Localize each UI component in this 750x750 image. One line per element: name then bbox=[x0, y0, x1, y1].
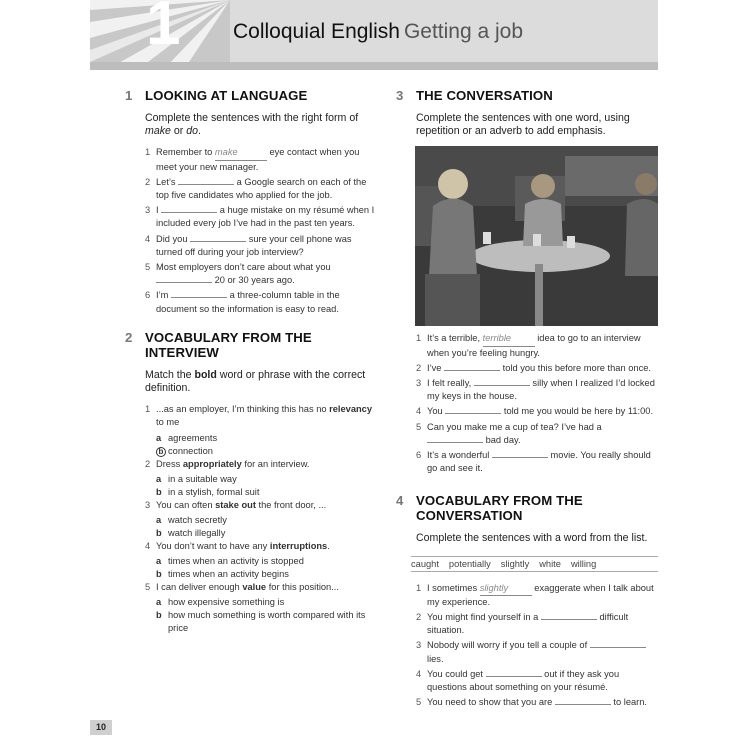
answer-option bbox=[156, 555, 380, 568]
exercise-item bbox=[145, 146, 380, 173]
item-number: 3 bbox=[145, 205, 151, 216]
item-text: I’m a three-column table in the document so the information is easy to read. bbox=[156, 290, 340, 314]
answer-option bbox=[156, 568, 380, 581]
item-text: It’s a wonderful movie. You really should go and see it. bbox=[427, 449, 651, 474]
exercise-item bbox=[145, 289, 380, 315]
exercise-item bbox=[416, 362, 658, 375]
answer-option bbox=[156, 445, 380, 458]
option-text: connection bbox=[168, 445, 213, 456]
item-text: Most employers don’t care about what you 20 or 30 years ago. bbox=[156, 261, 331, 286]
word-list-item: willing bbox=[570, 558, 597, 569]
option-letter: a bbox=[156, 556, 162, 567]
section-number: 1 bbox=[125, 88, 133, 103]
section-title: THE CONVERSATION bbox=[416, 88, 553, 103]
page-title bbox=[233, 20, 523, 44]
exercise-item bbox=[145, 261, 380, 287]
option-letter: b bbox=[156, 610, 162, 621]
item-number: 4 bbox=[145, 233, 151, 244]
section-looking-at-language bbox=[125, 88, 380, 316]
exercise-item bbox=[416, 449, 658, 475]
item-text: Nobody will worry if you tell a couple of lies. bbox=[427, 639, 658, 665]
answer-blank bbox=[555, 696, 611, 705]
option-text: watch secretly bbox=[168, 515, 227, 525]
item-number: 5 bbox=[145, 261, 151, 272]
answer-blank bbox=[541, 611, 597, 620]
section-instruction: Match the bold word or phrase with the correct definition. bbox=[145, 368, 366, 394]
bold-term: relevancy bbox=[329, 404, 373, 415]
answer-blank bbox=[178, 176, 234, 185]
exercise-item bbox=[416, 582, 658, 609]
item-number: 5 bbox=[416, 421, 422, 432]
item-number: 1 bbox=[145, 404, 151, 415]
item-text: Did you sure your cell phone was turned off during your job interview? bbox=[156, 233, 352, 257]
item-number: 2 bbox=[416, 611, 422, 622]
item-text: You can often stake out the front door, ... bbox=[156, 499, 327, 510]
example-answer: slightly bbox=[480, 582, 532, 596]
exercise-list bbox=[145, 403, 380, 635]
option-text: watch illegally bbox=[168, 528, 226, 539]
answer-option bbox=[156, 486, 380, 499]
item-text: ...as an employer, I’m thinking this has no relevancy to me bbox=[156, 404, 373, 428]
exercise-item bbox=[145, 540, 380, 553]
answer-blank bbox=[492, 449, 548, 458]
exercise-item bbox=[416, 377, 658, 403]
word-list bbox=[411, 556, 658, 572]
section-heading bbox=[396, 493, 658, 523]
item-number: 3 bbox=[416, 378, 422, 389]
exercise-item bbox=[416, 421, 658, 447]
item-text: I can deliver enough value for this position... bbox=[156, 582, 339, 593]
item-number: 3 bbox=[145, 499, 151, 510]
section-heading bbox=[396, 88, 658, 103]
exercise-list bbox=[416, 582, 658, 710]
item-text: I felt really, silly when I realized I’d locked my keys in the house. bbox=[427, 378, 655, 402]
item-text: Let’s a Google search on each of the top five candidates who applied for the job. bbox=[156, 176, 367, 201]
item-number: 3 bbox=[416, 640, 422, 651]
option-letter: a bbox=[156, 473, 162, 484]
word-list-item: slightly bbox=[500, 558, 530, 569]
answer-blank bbox=[444, 362, 500, 371]
bold-term: appropriately bbox=[182, 458, 242, 469]
item-text: I a huge mistake on my résumé when I included every job I’ve had in the past ten years. bbox=[156, 205, 375, 229]
left-column bbox=[125, 88, 380, 649]
section-number: 3 bbox=[396, 88, 404, 103]
answer-blank bbox=[171, 289, 227, 298]
option-text: agreements bbox=[168, 432, 218, 443]
section-number: 2 bbox=[125, 329, 133, 345]
section-title: VOCABULARY FROM THE INTERVIEW bbox=[145, 329, 312, 360]
answer-blank bbox=[474, 377, 530, 386]
answer-blank bbox=[445, 405, 501, 414]
exercise-item bbox=[145, 176, 380, 202]
option-text: how much something is worth compared with its price bbox=[168, 610, 366, 634]
answer-option bbox=[156, 473, 380, 486]
exercise-item bbox=[416, 639, 658, 665]
circled-answer: b bbox=[156, 447, 166, 457]
exercise-item bbox=[416, 332, 658, 359]
exercise-item bbox=[145, 403, 380, 429]
answer-blank bbox=[590, 639, 646, 648]
exercise-item bbox=[416, 405, 658, 418]
conversation-photo bbox=[415, 146, 658, 326]
answer-blank bbox=[161, 204, 217, 213]
item-text: I’ve told you this before more than once. bbox=[427, 362, 651, 373]
option-letter bbox=[156, 445, 168, 458]
item-text: You don’t want to have any interruptions. bbox=[156, 541, 330, 552]
item-number: 1 bbox=[416, 582, 422, 593]
title-sub: Getting a job bbox=[403, 20, 524, 43]
option-text: in a suitable way bbox=[168, 473, 237, 484]
section-number: 4 bbox=[396, 493, 404, 509]
item-text: You need to show that you are to learn. bbox=[427, 697, 648, 708]
exercise-item bbox=[416, 696, 658, 709]
option-text: times when an activity is stopped bbox=[168, 556, 304, 567]
option-letter: b bbox=[156, 528, 162, 539]
item-number: 2 bbox=[145, 458, 151, 469]
bold-term: interruptions bbox=[269, 541, 328, 552]
answer-option bbox=[156, 514, 380, 527]
exercise-item bbox=[145, 204, 380, 230]
answer-option bbox=[156, 527, 380, 540]
section-heading bbox=[125, 88, 380, 103]
exercise-item bbox=[416, 611, 658, 637]
example-answer: make bbox=[215, 146, 267, 160]
section-conversation bbox=[396, 88, 658, 475]
word-list-item: caught bbox=[411, 558, 439, 569]
item-text: You could get out if they ask you questions about something on your résumé. bbox=[427, 668, 620, 692]
item-number: 6 bbox=[416, 449, 422, 460]
item-number: 1 bbox=[416, 333, 422, 344]
exercise-list bbox=[416, 332, 658, 475]
answer-blank bbox=[190, 233, 246, 242]
item-number: 5 bbox=[416, 697, 422, 708]
item-text: Remember to make eye contact when you meet your new manager. bbox=[156, 147, 360, 172]
unit-number: 1 bbox=[146, 0, 181, 58]
item-number: 6 bbox=[145, 290, 151, 301]
header-stripe bbox=[90, 62, 658, 70]
item-text: You might find yourself in a difficult situation. bbox=[427, 611, 629, 636]
item-number: 1 bbox=[145, 147, 151, 158]
item-number: 4 bbox=[145, 541, 151, 552]
page-number: 10 bbox=[90, 720, 112, 735]
answer-blank bbox=[486, 668, 542, 677]
item-number: 4 bbox=[416, 406, 422, 417]
option-letter: a bbox=[156, 515, 162, 525]
word-list-item: white bbox=[539, 558, 561, 569]
answer-option bbox=[156, 596, 380, 609]
option-text: how expensive something is bbox=[168, 597, 285, 608]
section-title: VOCABULARY FROM THE CONVERSATION bbox=[416, 493, 583, 524]
item-number: 2 bbox=[145, 176, 151, 187]
title-main: Colloquial English bbox=[233, 20, 400, 43]
option-letter: b bbox=[156, 569, 162, 580]
exercise-item bbox=[145, 581, 380, 594]
option-letter: b bbox=[156, 486, 162, 497]
section-heading bbox=[125, 330, 380, 360]
item-text: You told me you would be here by 11:00. bbox=[427, 406, 654, 417]
item-text: I sometimes slightly exaggerate when I talk about my experience. bbox=[427, 582, 654, 607]
option-text: times when an activity begins bbox=[168, 569, 289, 580]
exercise-list bbox=[145, 146, 380, 315]
item-text: It’s a terrible, terrible idea to go to an interview when you’re feeling hungry. bbox=[427, 333, 641, 358]
item-number: 5 bbox=[145, 582, 151, 593]
section-title: LOOKING AT LANGUAGE bbox=[145, 88, 308, 103]
section-instruction: Complete the sentences with a word from the list. bbox=[416, 532, 648, 545]
answer-option bbox=[156, 609, 380, 635]
word-list-item: potentially bbox=[448, 558, 491, 569]
answer-blank bbox=[156, 274, 212, 283]
option-letter: a bbox=[156, 432, 162, 443]
item-number: 4 bbox=[416, 668, 422, 679]
exercise-item bbox=[145, 499, 380, 512]
section-vocabulary-conversation bbox=[396, 493, 658, 709]
example-answer: terrible bbox=[483, 332, 535, 346]
exercise-item bbox=[145, 458, 380, 471]
option-text: in a stylish, formal suit bbox=[168, 486, 260, 497]
answer-blank bbox=[427, 434, 483, 443]
section-vocabulary-interview bbox=[125, 330, 380, 636]
answer-option bbox=[156, 432, 380, 445]
section-instruction: Complete the sentences with one word, using repetition or an adverb to add emphasis. bbox=[416, 112, 630, 138]
bold-term: value bbox=[242, 582, 267, 593]
item-text: Dress appropriately for an interview. bbox=[156, 458, 310, 469]
option-letter: a bbox=[156, 597, 162, 608]
right-column bbox=[396, 88, 658, 723]
exercise-item bbox=[145, 233, 380, 259]
item-text: Can you make me a cup of tea? I’ve had a bad day. bbox=[427, 421, 602, 445]
bold-term: stake out bbox=[215, 499, 256, 510]
exercise-item bbox=[416, 668, 658, 694]
item-number: 2 bbox=[416, 362, 422, 373]
section-instruction: Complete the sentences with the right form of make or do. bbox=[145, 112, 359, 138]
